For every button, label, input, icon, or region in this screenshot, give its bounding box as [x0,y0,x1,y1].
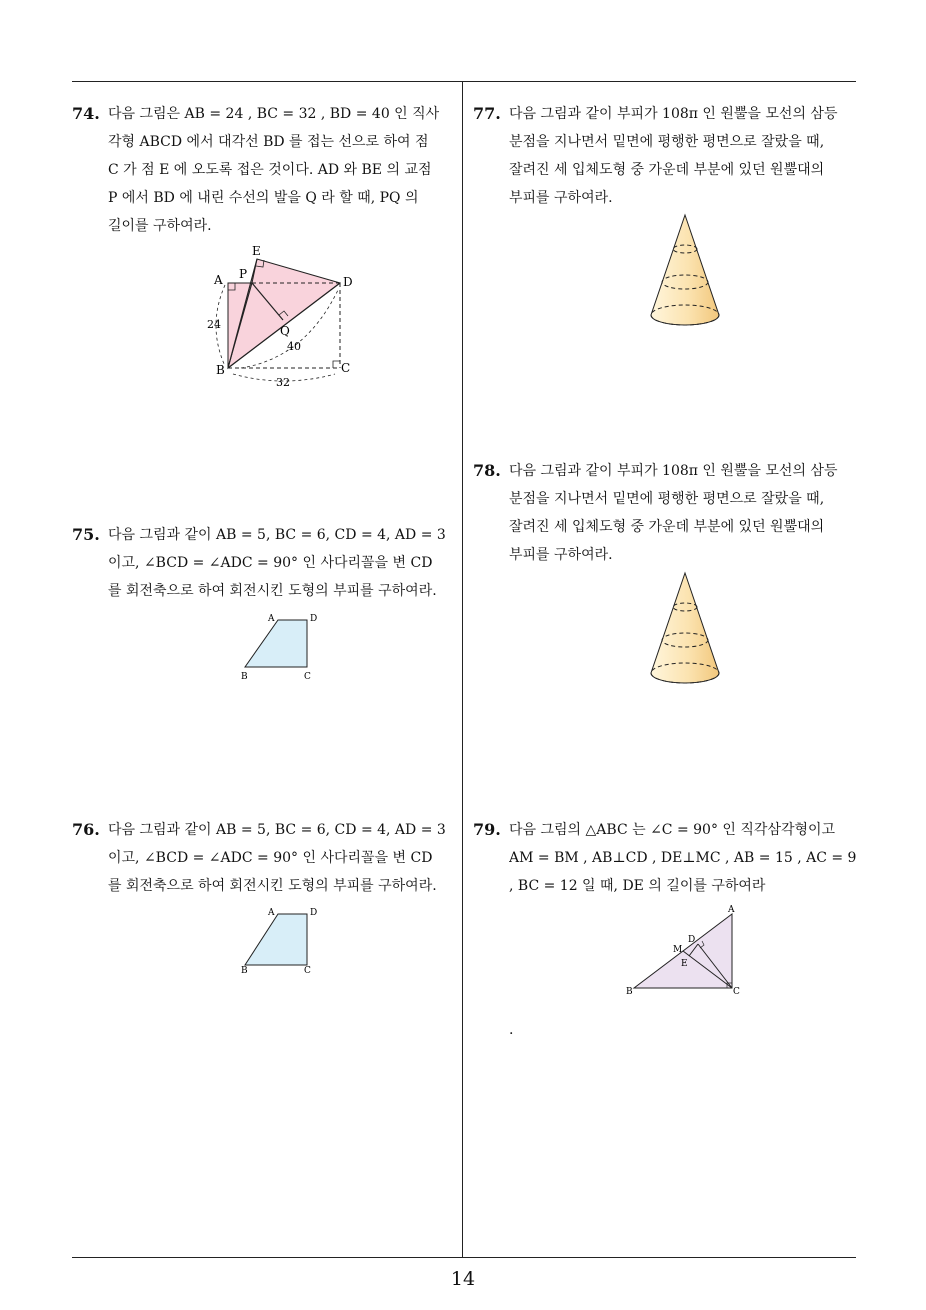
problem-line: 다음 그림의 △ABC 는 ∠C = 90° 인 직각삼각형이고 [509,822,836,838]
problem-line: 이고, ∠BCD = ∠ADC = 90° 인 사다리꼴을 변 CD [108,850,433,866]
problem-line: , BC = 12 일 때, DE 의 길이를 구하여라 [509,878,766,894]
label-c: C [304,672,311,682]
problem-number: 74. [72,104,100,123]
label-b: B [626,987,633,997]
label-e: E [681,959,688,969]
problem-line: 를 회전축으로 하여 회전시킨 도형의 부피를 구하여라. [108,583,437,599]
label-q: Q [280,324,290,338]
problem-line: C 가 점 E 에 오도록 접은 것이다. AD 와 BE 의 교점 [108,162,432,178]
right-angle-c [333,361,340,368]
problem-number: 78. [473,461,501,480]
label-b: B [241,966,248,976]
length-bd: 40 [287,340,301,353]
problem-76 [72,816,458,900]
label-e: E [252,244,261,258]
problem-number: 75. [72,525,100,544]
problem-line: 부피를 구하여라. [509,190,613,206]
problem-line: 다음 그림과 같이 AB = 5, BC = 6, CD = 4, AD = 3 [108,527,446,543]
problem-line: 길이를 구하여라. [108,218,212,234]
figure-77-cone [643,210,728,332]
cone-body [651,573,719,683]
problem-line: 부피를 구하여라. [509,547,613,563]
label-c: C [304,966,311,976]
trailing-mark: . [509,1022,514,1038]
length-ab: 24 [207,318,221,331]
problem-line: 잘려진 세 입체도형 중 가운데 부분에 있던 원뿔대의 [509,162,825,178]
label-b: B [216,363,225,377]
page-number: 14 [450,1268,476,1290]
figure-79-right-triangle [620,902,750,1002]
label-d: D [310,908,318,918]
figure-76-trapezoid [235,902,325,977]
figure-75-trapezoid [235,608,325,683]
label-a: A [268,908,275,918]
problem-line: 다음 그림과 같이 부피가 108π 인 원뿔을 모선의 삼등 [509,106,838,122]
problem-line: 를 회전축으로 하여 회전시킨 도형의 부피를 구하여라. [108,878,437,894]
problem-line: P 에서 BD 에 내린 수선의 발을 Q 라 할 때, PQ 의 [108,190,419,206]
column-divider [462,82,463,1258]
problem-number: 76. [72,820,100,839]
label-p: P [239,267,248,281]
problem-74 [72,100,458,240]
problem-line: 잘려진 세 입체도형 중 가운데 부분에 있던 원뿔대의 [509,519,825,535]
length-bc: 32 [276,376,290,389]
problem-line: 다음 그림과 같이 AB = 5, BC = 6, CD = 4, AD = 3 [108,822,446,838]
label-c: C [733,987,740,997]
problem-78 [473,457,859,569]
problem-number: 77. [473,104,501,123]
problem-75 [72,521,458,605]
problem-77 [473,100,859,212]
cone-body [651,215,719,325]
label-m: M [673,945,683,955]
label-d: D [310,614,318,624]
figure-78-cone [643,568,728,690]
label-b: B [241,672,248,682]
problem-number: 79. [473,820,501,839]
problem-line: AM = BM , AB⊥CD , DE⊥MC , AB = 15 , AC = 9 [509,850,857,866]
problem-line: 다음 그림은 AB = 24 , BC = 32 , BD = 40 인 직사 [108,106,440,122]
figure-74-folded-rectangle [195,240,365,390]
problem-79 [473,816,859,900]
problem-line: 다음 그림과 같이 부피가 108π 인 원뿔을 모선의 삼등 [509,463,838,479]
label-d: D [688,935,696,945]
bottom-rule [72,1257,856,1258]
label-d: D [343,275,353,289]
label-c: C [341,361,351,375]
top-rule [72,81,856,82]
problem-line: 이고, ∠BCD = ∠ADC = 90° 인 사다리꼴을 변 CD [108,555,433,571]
trapezoid-abcd [245,620,307,667]
problem-line: 각형 ABCD 에서 대각선 BD 를 접는 선으로 하여 점 [108,134,429,150]
problem-line: 분점을 지나면서 밑면에 평행한 평면으로 잘랐을 때, [509,134,825,150]
label-a: A [214,273,223,287]
problem-line: 분점을 지나면서 밑면에 평행한 평면으로 잘랐을 때, [509,491,825,507]
trapezoid-abcd [245,914,307,965]
label-a: A [728,905,735,915]
label-a: A [268,614,275,624]
